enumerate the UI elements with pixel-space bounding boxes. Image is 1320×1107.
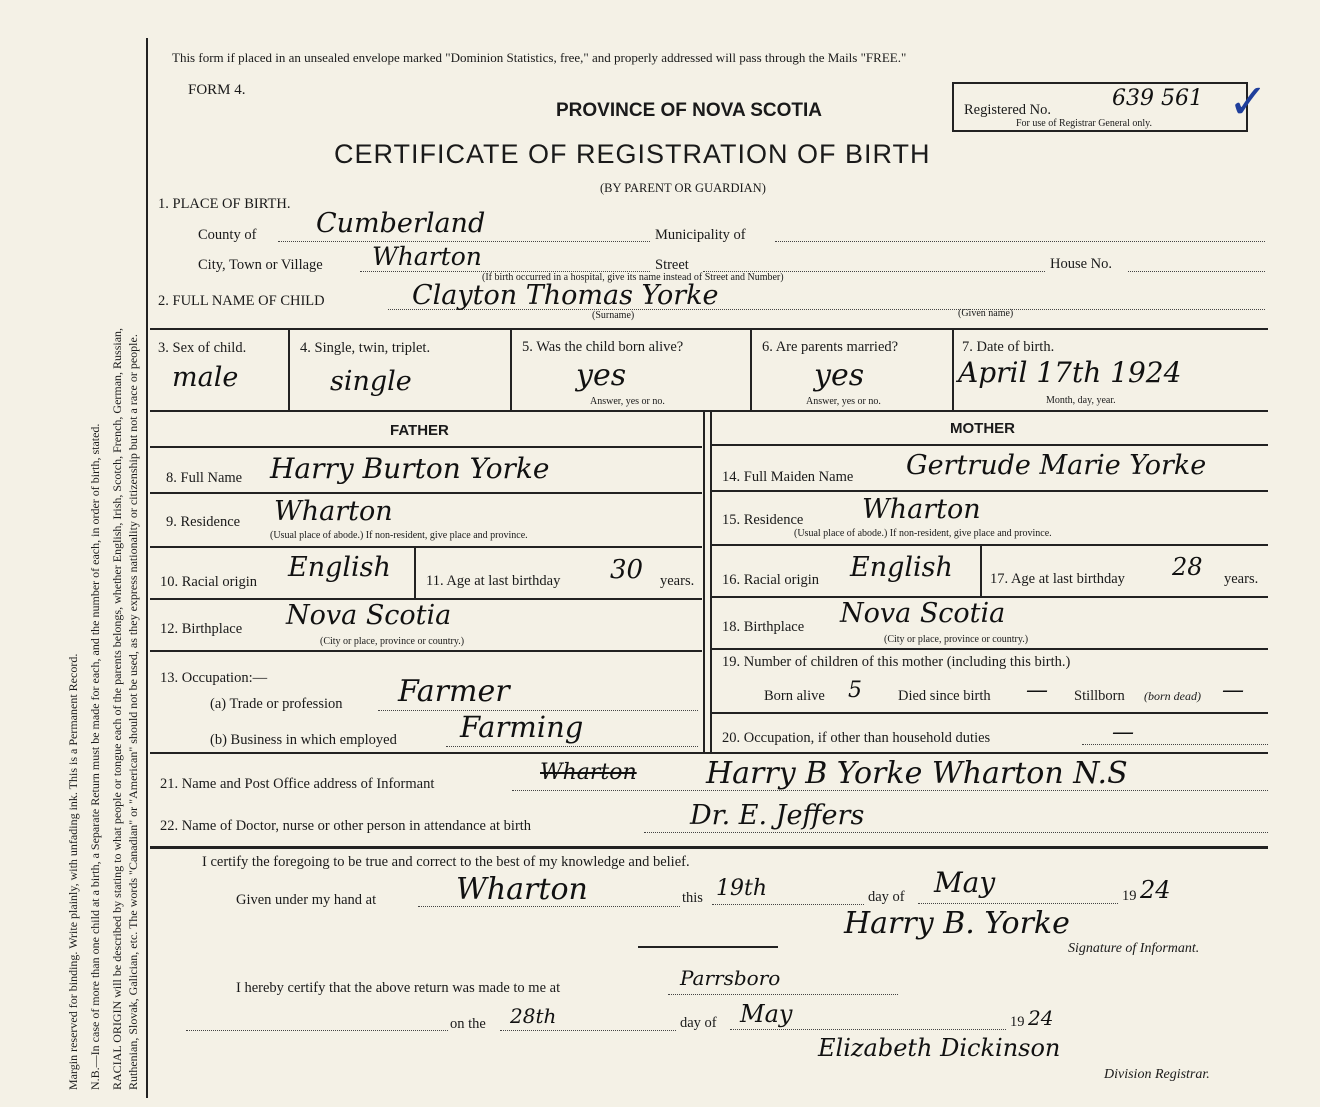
father-trade-value[interactable]: Farmer	[398, 674, 510, 709]
mother-occupation-value[interactable]: —	[1112, 720, 1134, 745]
father-age-label: 11. Age at last birthday	[426, 573, 561, 589]
certificate-subtitle: (BY PARENT OR GUARDIAN)	[600, 181, 766, 195]
father-occupation-label: 13. Occupation:—	[160, 670, 268, 686]
informant-signature-label: Signature of Informant.	[1068, 941, 1200, 956]
cell-divider-2	[510, 330, 512, 410]
father-birthplace-value[interactable]: Nova Scotia	[286, 600, 452, 631]
child-name-value[interactable]: Clayton Thomas Yorke	[412, 280, 719, 311]
divider-certification-top	[150, 846, 1268, 849]
informant-struck-value: Wharton	[540, 760, 637, 785]
registrar-day-of-label: day of	[680, 1015, 717, 1031]
given-place-value[interactable]: Wharton	[456, 872, 588, 907]
father-racial-label: 10. Racial origin	[160, 574, 258, 590]
mother-heading: MOTHER	[950, 420, 1015, 437]
born-alive-note: Answer, yes or no.	[590, 396, 665, 407]
margin-note-binding: Margin reserved for binding. Write plainly, with unfading ink. This is a Permanent Record.	[66, 653, 80, 1090]
house-line	[1128, 271, 1265, 272]
mother-racial-value[interactable]: English	[850, 552, 953, 583]
registrar-separator	[638, 946, 778, 948]
dob-value[interactable]: April 17th 1924	[958, 356, 1182, 389]
born-alive-label: 5. Was the child born alive?	[522, 339, 684, 355]
mother-residence-value[interactable]: Wharton	[862, 494, 981, 525]
given-month-value[interactable]: May	[934, 866, 996, 899]
given-label: Given under my hand at	[236, 892, 377, 908]
died-since-birth-value[interactable]: —	[1026, 678, 1048, 703]
mother-children-label: 19. Number of children of this mother (including this birth.)	[722, 654, 1071, 670]
mother-heading-rule	[712, 444, 1268, 446]
registered-number-box	[952, 82, 1248, 132]
father-residence-label: 9. Residence	[166, 514, 241, 530]
given-day-line	[712, 904, 864, 905]
county-value[interactable]: Cumberland	[316, 208, 486, 239]
born-alive-count-label: Born alive	[764, 688, 825, 704]
mother-abode-note: (Usual place of abode.) If non-resident, give place and province.	[794, 528, 1052, 539]
mother-row-19-rule	[712, 712, 1268, 714]
father-racial-value[interactable]: English	[288, 552, 391, 583]
checkmark-icon: ✓	[1228, 76, 1269, 129]
dob-label: 7. Date of birth.	[962, 339, 1055, 355]
mother-occupation-label: 20. Occupation, if other than household duties	[722, 730, 991, 746]
registrar-statement: I hereby certify that the above return was made to me at	[236, 980, 561, 996]
mother-birthplace-label: 18. Birthplace	[722, 619, 805, 635]
registrar-signature-label: Division Registrar.	[1104, 1067, 1210, 1082]
cell-divider-1	[288, 330, 290, 410]
parents-column-divider-left	[703, 412, 705, 752]
dob-note: Month, day, year.	[1046, 395, 1116, 406]
given-day-value[interactable]: 19th	[716, 876, 768, 901]
father-birthplace-note: (City or place, province or country.)	[320, 636, 465, 647]
father-trade-label: (a) Trade or profession	[210, 696, 343, 712]
father-name-label: 8. Full Name	[166, 470, 243, 486]
father-abode-note: (Usual place of abode.) If non-resident, give place and province.	[270, 530, 528, 541]
registrar-blank-line	[186, 1030, 448, 1031]
parents-married-value[interactable]: yes	[814, 358, 865, 393]
form-number: FORM 4.	[188, 82, 246, 98]
divider-parents-top	[150, 410, 1268, 412]
cell-divider-3	[750, 330, 752, 410]
informant-value[interactable]: Harry B Yorke Wharton N.S	[706, 756, 1128, 791]
registered-label: Registered No.	[964, 102, 1051, 118]
sex-value[interactable]: male	[172, 362, 239, 393]
mail-notice: This form if placed in an unsealed envelope marked "Dominion Statistics, free," and properly addressed will pass through the Mails "FREE."	[172, 50, 907, 65]
registrar-month-value[interactable]: May	[740, 1000, 793, 1028]
registrar-place-value[interactable]: Parrsboro	[680, 966, 781, 990]
given-name-note: (Given name)	[958, 308, 1014, 319]
registrar-year-value[interactable]: 24	[1028, 1006, 1054, 1030]
parents-married-label: 6. Are parents married?	[762, 339, 899, 355]
registrar-signature[interactable]: Elizabeth Dickinson	[818, 1034, 1061, 1062]
child-name-label: 2. FULL NAME OF CHILD	[158, 293, 325, 309]
parents-column-divider-right	[710, 412, 712, 752]
municipality-label: Municipality of	[655, 227, 746, 243]
father-business-value[interactable]: Farming	[460, 710, 584, 744]
father-heading: FATHER	[390, 422, 449, 439]
mother-occupation-line	[1082, 744, 1268, 745]
place-heading: 1. PLACE OF BIRTH.	[158, 196, 291, 212]
divider-row3-top	[150, 328, 1268, 330]
registrar-note: For use of Registrar General only.	[1016, 118, 1152, 129]
divider-informant-top	[150, 752, 1268, 754]
plurality-value[interactable]: single	[330, 366, 412, 397]
mother-racial-label: 16. Racial origin	[722, 572, 820, 588]
informant-label: 21. Name and Post Office address of Informant	[160, 776, 435, 792]
father-row-12-rule	[150, 650, 702, 652]
stillborn-note: (born dead)	[1144, 689, 1201, 703]
father-birthplace-label: 12. Birthplace	[160, 621, 243, 637]
county-label: County of	[198, 227, 257, 243]
informant-signature[interactable]: Harry B. Yorke	[844, 906, 1070, 941]
doctor-value[interactable]: Dr. E. Jeffers	[690, 800, 865, 831]
cell-divider-4	[952, 330, 954, 410]
mother-birthplace-note: (City or place, province or country.)	[884, 634, 1029, 645]
mother-racial-age-divider	[980, 546, 982, 596]
father-residence-value[interactable]: Wharton	[274, 496, 393, 527]
father-age-value[interactable]: 30	[610, 555, 644, 585]
on-the-label: on the	[450, 1016, 486, 1032]
born-alive-value[interactable]: yes	[576, 358, 627, 393]
born-alive-count-value[interactable]: 5	[848, 678, 862, 703]
given-year-prefix: 19	[1122, 888, 1137, 904]
died-since-birth-label: Died since birth	[898, 688, 991, 704]
registrar-year-prefix: 19	[1010, 1014, 1025, 1030]
registrar-month-line	[730, 1029, 1006, 1030]
mother-years-label: years.	[1224, 571, 1259, 587]
street-label: Street	[655, 257, 689, 273]
province-heading: PROVINCE OF NOVA SCOTIA	[556, 100, 823, 121]
certification-statement: I certify the foregoing to be true and correct to the best of my knowledge and belief.	[202, 854, 690, 870]
registrar-day-line	[500, 1030, 676, 1031]
surname-note: (Surname)	[592, 310, 635, 321]
city-label: City, Town or Village	[198, 257, 323, 273]
father-business-label: (b) Business in which employed	[210, 732, 397, 748]
mother-name-label: 14. Full Maiden Name	[722, 469, 854, 485]
margin-note-racial-origin-2: Ruthenian, Slovak, Galician, etc. The words "Canadian" or "American" should not be used, as they express nationality or citizenship but not a race or people.	[126, 334, 140, 1090]
doctor-label: 22. Name of Doctor, nurse or other person in attendance at birth	[160, 818, 532, 834]
plurality-label: 4. Single, twin, triplet.	[300, 340, 431, 356]
father-racial-age-divider	[414, 548, 416, 598]
parents-married-note: Answer, yes or no.	[806, 396, 881, 407]
sex-label: 3. Sex of child.	[158, 340, 247, 356]
registrar-place-line	[668, 994, 898, 995]
city-value[interactable]: Wharton	[372, 242, 482, 271]
stillborn-value[interactable]: —	[1222, 678, 1244, 703]
given-year-value[interactable]: 24	[1140, 876, 1171, 904]
father-name-value[interactable]: Harry Burton Yorke	[270, 452, 550, 485]
this-label: this	[682, 890, 703, 906]
mother-residence-label: 15. Residence	[722, 512, 804, 528]
mother-birthplace-value[interactable]: Nova Scotia	[840, 598, 1006, 629]
stillborn-label: Stillborn	[1074, 688, 1125, 704]
father-business-line	[446, 746, 698, 747]
father-row-9-rule	[150, 546, 702, 548]
given-month-line	[918, 903, 1118, 904]
registrar-day-value[interactable]: 28th	[510, 1004, 557, 1028]
house-label: House No.	[1050, 256, 1113, 272]
margin-border	[146, 38, 148, 1098]
doctor-line	[644, 832, 1268, 833]
margin-note-multiple-births: N.B.—In case of more than one child at a birth, a Separate Return must be made for each, and the number of each, in order of birth, stated.	[88, 423, 102, 1090]
mother-row-18-rule	[712, 648, 1268, 650]
registered-number: 639 561	[1112, 86, 1203, 111]
father-years-label: years.	[660, 573, 695, 589]
father-row-8-rule	[150, 492, 702, 494]
municipality-line	[775, 241, 1265, 242]
hospital-note: (If birth occurred in a hospital, give its name instead of Street and Number)	[482, 272, 784, 283]
mother-row-15-rule	[712, 544, 1268, 546]
margin-note-racial-origin-1: RACIAL ORIGIN will be described by stating to what people or tongue each of the parents belongs, whether English, Irish, Scotch, French, German, Russian,	[110, 327, 124, 1090]
mother-row-14-rule	[712, 490, 1268, 492]
day-of-label: day of	[868, 889, 905, 905]
mother-age-value[interactable]: 28	[1172, 553, 1203, 581]
mother-name-value[interactable]: Gertrude Marie Yorke	[906, 450, 1207, 481]
mother-age-label: 17. Age at last birthday	[990, 571, 1125, 587]
father-heading-rule	[150, 446, 702, 448]
certificate-title: CERTIFICATE OF REGISTRATION OF BIRTH	[334, 139, 931, 169]
